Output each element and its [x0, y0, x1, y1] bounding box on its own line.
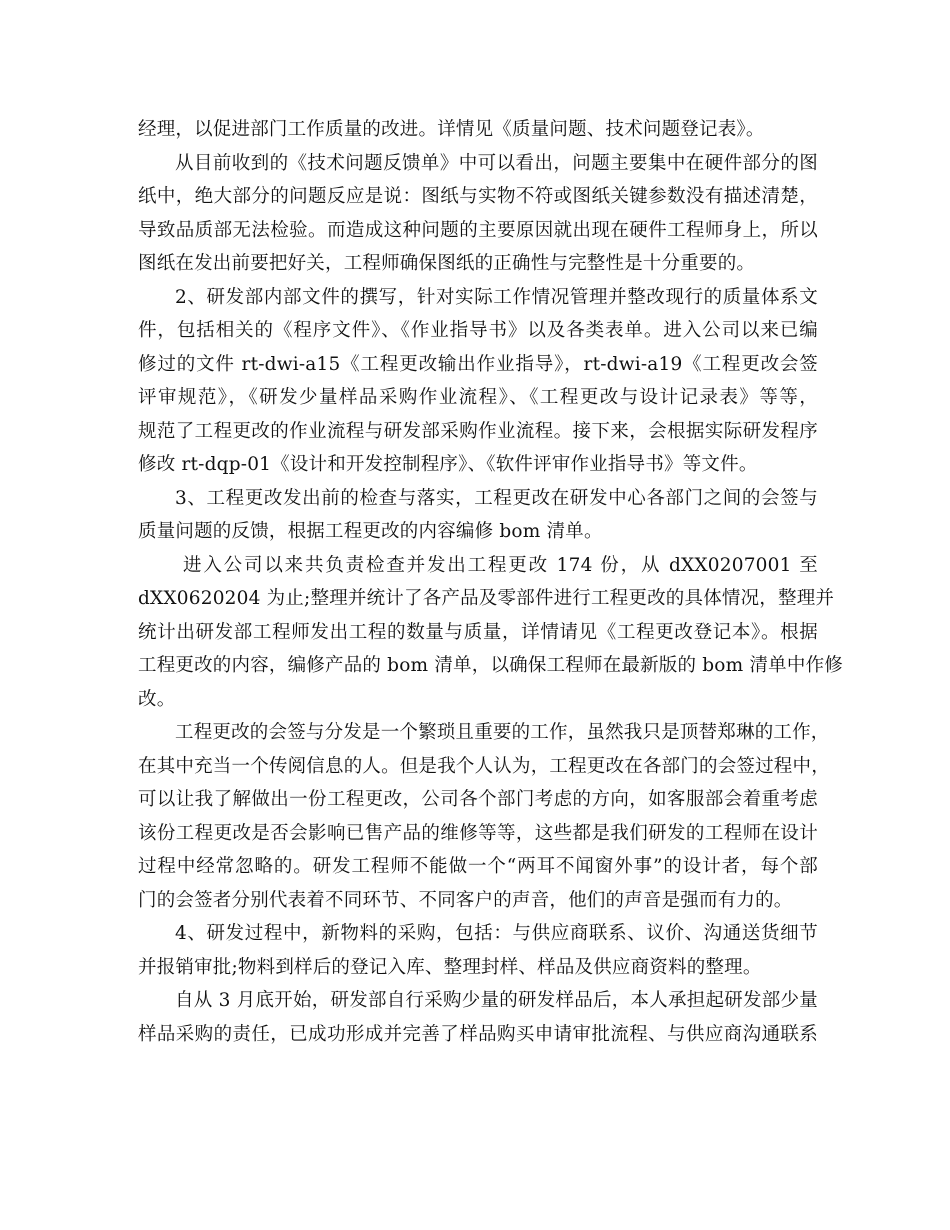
text-line: 规范了工程更改的作业流程与研发部采购作业流程。接下来，会根据实际研发程序	[138, 420, 818, 442]
text-line: 进入公司以来共负责检查并发出工程更改 174 份，从 dXX0207001 至	[183, 554, 818, 576]
text-line: 2、研发部内部文件的撰写，针对实际工作情况管理并整改现行的质量体系文	[175, 286, 818, 308]
text-line: 可以让我了解做出一份工程更改，公司各个部门考虑的方向，如客服部会着重考虑	[138, 789, 818, 810]
text-line: 该份工程更改是否会影响已售产品的维修等等，这些都是我们研发的工程师在设计	[138, 822, 818, 844]
text-line: 并报销审批;物料到样后的登记入库、整理封样、样品及供应商资料的整理。	[138, 956, 762, 978]
text-line: 自从 3 月底开始，研发部自行采购少量的研发样品后，本人承担起研发部少量	[175, 990, 818, 1011]
text-line: 图纸在发出前要把好关，工程师确保图纸的正确性与完整性是十分重要的。	[138, 253, 756, 274]
text-line: dXX0620204 为止;整理并统计了各产品及零部件进行工程更改的具体情况，整理并	[138, 588, 835, 609]
text-line: 过程中经常忽略的。研发工程师不能做一个“两耳不闻窗外事”的设计者，每个部	[138, 856, 818, 877]
text-line: 工程更改的内容，编修产品的 bom 清单，以确保工程师在最新版的 bom 清单中作修	[138, 655, 843, 676]
text-line: 修过的文件 rt-dwi-a15《工程更改输出作业指导》，rt-dwi-a19《工程更改会签	[138, 353, 818, 375]
text-line: 4、研发过程中，新物料的采购，包括：与供应商联系、议价、沟通送货细节	[175, 923, 818, 944]
text-line: 导致品质部无法检验。而造成这种问题的主要原因就出现在硬件工程师身上，所以	[138, 219, 818, 241]
text-line: 修改 rt-dqp-01《设计和开发控制程序》、《软件评审作业指导书》等文件。	[138, 454, 758, 475]
text-line: 统计出研发部工程师发出工程的数量与质量，详情请见《工程更改登记本》。根据	[138, 621, 818, 643]
text-line: 质量问题的反馈，根据工程更改的内容编修 bom 清单。	[138, 521, 603, 542]
text-line: 从目前收到的《技术问题反馈单》中可以看出，问题主要集中在硬件部分的图	[175, 152, 818, 174]
text-line: 经理，以促进部门工作质量的改进。详情见《质量问题、技术问题登记表》。	[138, 119, 765, 140]
text-line: 纸中，绝大部分的问题反应是说：图纸与实物不符或图纸关键参数没有描述清楚，	[138, 186, 818, 207]
text-line: 工程更改的会签与分发是一个繁琐且重要的工作，虽然我只是顶替郑琳的工作，	[175, 722, 830, 743]
text-line: 样品采购的责任，已成功形成并完善了样品购买申请审批流程、与供应商沟通联系	[138, 1023, 818, 1045]
text-line: 改。	[138, 688, 176, 710]
text-line: 件，包括相关的《程序文件》、《作业指导书》以及各类表单。进入公司以来已编	[138, 320, 818, 341]
text-line: 在其中充当一个传阅信息的人。但是我个人认为，工程更改在各部门的会签过程中，	[138, 755, 830, 777]
text-line: 评审规范》，《研发少量样品采购作业流程》、《工程更改与设计记录表》等等，	[138, 387, 818, 408]
text-line: 3、工程更改发出前的检查与落实，工程更改在研发中心各部门之间的会签与	[175, 487, 818, 509]
text-line: 门的会签者分别代表着不同环节、不同客户的声音，他们的声音是强而有力的。	[138, 889, 793, 911]
document-body	[138, 113, 843, 1051]
